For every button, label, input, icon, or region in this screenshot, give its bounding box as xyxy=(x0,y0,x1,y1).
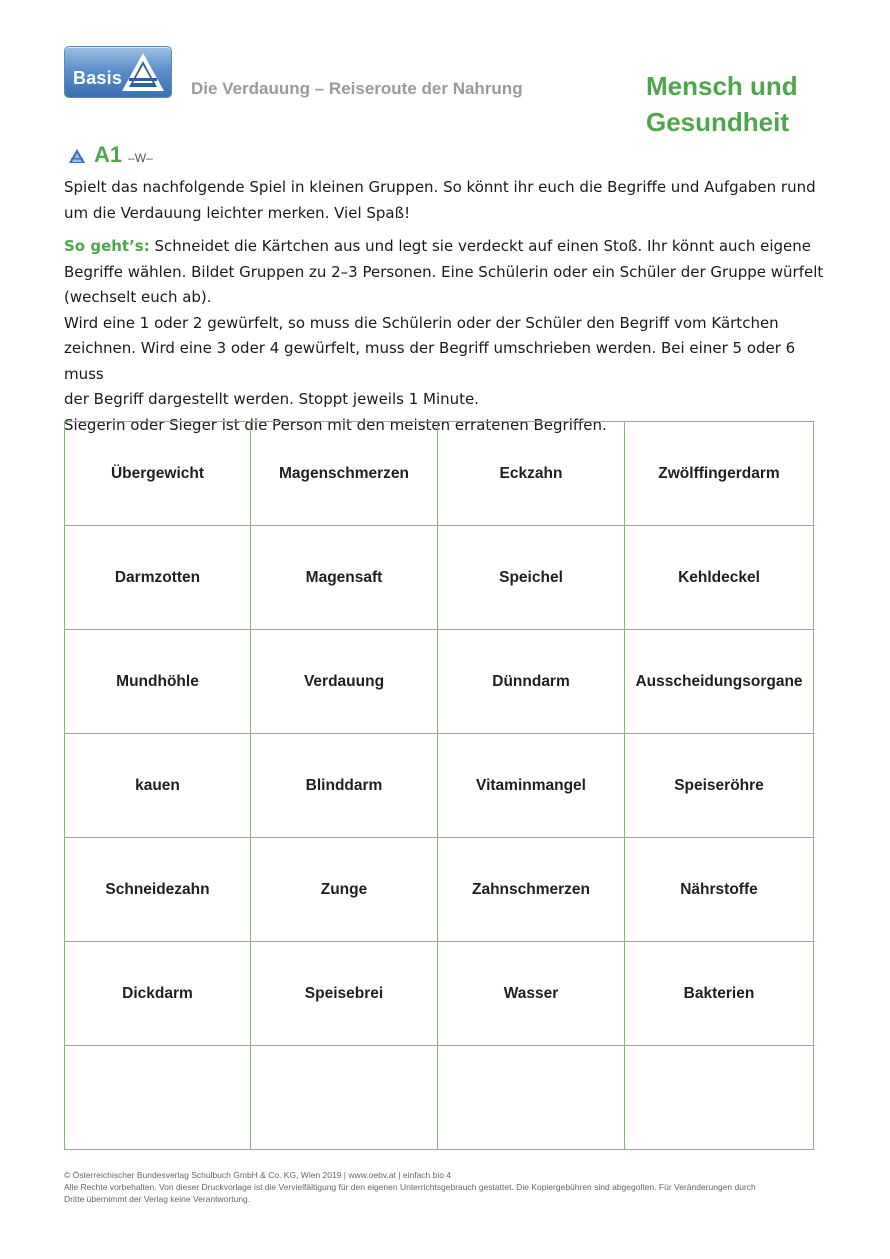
term-card: Speisebrei xyxy=(251,942,438,1046)
rules-label: So geht’s: xyxy=(64,237,150,255)
term-card: kauen xyxy=(65,734,251,838)
basis-logo xyxy=(64,46,172,98)
card-row xyxy=(65,1046,814,1150)
rules-line: Siegerin oder Sieger ist die Person mit den meisten erratenen Begriffen. xyxy=(64,415,607,434)
term-card: Magensaft xyxy=(251,526,438,630)
rules-paragraph xyxy=(64,234,824,438)
term-card: Vitaminmangel xyxy=(438,734,625,838)
term-card: Magenschmerzen xyxy=(251,422,438,526)
task-label xyxy=(68,142,153,168)
intro-line: um die Verdauung leichter merken. Viel Spaß! xyxy=(64,203,411,222)
blank-card xyxy=(438,1046,625,1150)
term-card: Kehldeckel xyxy=(625,526,814,630)
term-card: Schneidezahn xyxy=(65,838,251,942)
rules-line: zeichnen. Wird eine 3 oder 4 gewürfelt, muss der Begriff umschrieben werden. Bei einer 5 oder 6 muss xyxy=(64,339,796,383)
term-card: Nährstoffe xyxy=(625,838,814,942)
card-row xyxy=(65,630,814,734)
term-card: Zahnschmerzen xyxy=(438,838,625,942)
term-card: Bakterien xyxy=(625,942,814,1046)
term-card: Verdauung xyxy=(251,630,438,734)
rules-text: Schneidet die Kärtchen aus und legt sie verdeckt auf einen Stoß. Ihr könnt auch eigene xyxy=(149,237,811,255)
term-card: Wasser xyxy=(438,942,625,1046)
blank-card xyxy=(65,1046,251,1150)
pyramid-icon xyxy=(119,50,167,94)
logo-text: Basis xyxy=(73,68,123,88)
term-card: Dünndarm xyxy=(438,630,625,734)
card-row xyxy=(65,942,814,1046)
task-tag: –W– xyxy=(128,151,153,165)
term-card: Darmzotten xyxy=(65,526,251,630)
task-number: A1 xyxy=(94,142,123,167)
term-card: Blinddarm xyxy=(251,734,438,838)
subject-line-2: Gesundheit xyxy=(646,107,790,137)
card-grid-body xyxy=(65,422,814,1150)
term-card: Eckzahn xyxy=(438,422,625,526)
footer-line: Alle Rechte vorbehalten. Von dieser Druckvorlage ist die Vervielfältigung für den eigenen Unterrichtsgebrauch gestattet. Die Kopiergebühren sind abgegolten. Für Veränderungen durch xyxy=(64,1182,756,1192)
rules-line: (wechselt euch ab). xyxy=(64,288,212,306)
footer-line: © Österreichischer Bundesverlag Schulbuch GmbH & Co. KG, Wien 2019 | www.oebv.at | einfach bio 4 xyxy=(64,1170,452,1180)
subject-heading xyxy=(646,68,846,140)
card-grid xyxy=(64,421,814,1150)
term-card: Zwölffingerdarm xyxy=(625,422,814,526)
blank-card xyxy=(251,1046,438,1150)
term-card: Ausscheidungsorgane xyxy=(625,630,814,734)
intro-line: Spielt das nachfolgende Spiel in kleinen Gruppen. So könnt ihr euch die Begriffe und Aufgaben rund xyxy=(64,178,816,196)
intro-paragraph xyxy=(64,175,824,226)
rules-line: der Begriff dargestellt werden. Stoppt jeweils 1 Minute. xyxy=(64,390,480,408)
card-row xyxy=(65,422,814,526)
footer-line: Dritte übernimmt der Verlag keine Verantwortung. xyxy=(64,1194,251,1204)
term-card: Speichel xyxy=(438,526,625,630)
rules-line: Wird eine 1 oder 2 gewürfelt, so muss die Schülerin oder der Schüler den Begriff vom Kärtchen xyxy=(64,313,779,332)
term-card: Dickdarm xyxy=(65,942,251,1046)
blank-card xyxy=(625,1046,814,1150)
card-row xyxy=(65,838,814,942)
term-card: Übergewicht xyxy=(65,422,251,526)
term-card: Zunge xyxy=(251,838,438,942)
level-pyramid-icon xyxy=(68,148,86,164)
card-row xyxy=(65,526,814,630)
term-card: Mundhöhle xyxy=(65,630,251,734)
subject-line-1: Mensch und xyxy=(646,71,798,101)
term-card: Speiseröhre xyxy=(625,734,814,838)
worksheet-title: Die Verdauung – Reiseroute der Nahrung xyxy=(191,79,523,98)
rules-line: Begriffe wählen. Bildet Gruppen zu 2–3 Personen. Eine Schülerin oder ein Schüler der Gruppe würfelt xyxy=(64,262,824,281)
rules-line xyxy=(64,234,824,260)
card-row xyxy=(65,734,814,838)
copyright-footer xyxy=(64,1169,824,1205)
